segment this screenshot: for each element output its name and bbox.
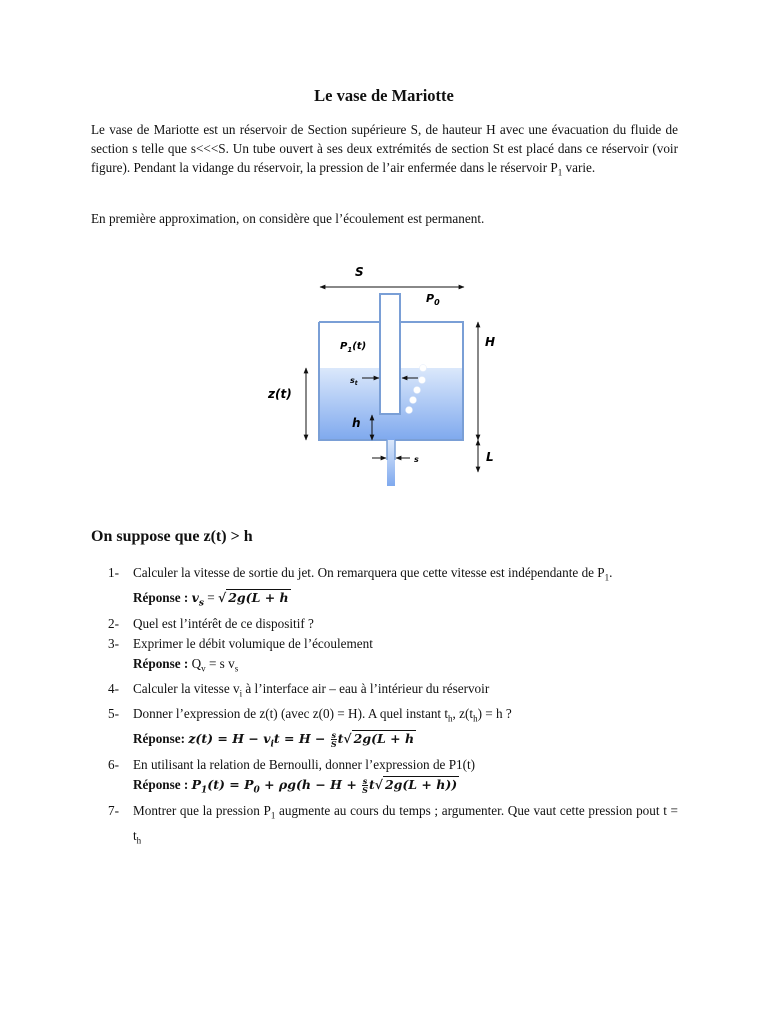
answer: Réponse : $P_1(t) = P_0 + \rho g(h - H$ + $\frac{s}{S}$ t√ 2g(L + h)) <box>133 775 458 796</box>
answer: Réponse: $z(t) = H - v_it = H$ − $\frac{s}{S}$ t√ 2g(L + h <box>133 730 415 750</box>
question-number: 1- <box>108 565 119 580</box>
list-item <box>91 634 678 679</box>
list-item <box>91 755 678 801</box>
question-text: Donner l’expression de z(t) (avec z(0) = H). A quel instant $t_h$, $z(t_h) = h$ ? <box>133 705 512 724</box>
question-number: 4- <box>108 680 119 696</box>
intro-paragraph-2: En première approximation, on considère que l’écoulement est permanent. <box>91 211 485 226</box>
label-H: H <box>485 335 496 349</box>
tube <box>380 294 400 414</box>
question-text: Calculer la vitesse de sortie du jet. On remarquera que cette vitesse est indépendante de $P_1$. <box>133 565 613 583</box>
section-title: On suppose que z(t) > h <box>91 528 253 545</box>
question-text: Exprimer le débit volumique de l’écoulement <box>133 635 373 651</box>
intro-paragraph-1 <box>91 120 678 183</box>
list-item <box>91 614 678 634</box>
outlet-water <box>387 440 395 486</box>
list-item <box>91 679 678 704</box>
page-title: Le vase de Mariotte <box>314 86 454 105</box>
label-L: L <box>486 450 494 464</box>
answer: Réponse : $Q_v = s$ $v_s$ <box>133 655 239 674</box>
label-P0: $P_0$ <box>426 292 440 307</box>
list-item <box>91 704 678 755</box>
label-s: s <box>414 455 419 464</box>
intro-var: P <box>550 160 558 176</box>
question-text: Quel est l’intérêt de ce dispositif ? <box>133 616 314 632</box>
label-st: $s_t$ <box>350 376 358 387</box>
label-z: z(t) <box>268 387 292 401</box>
question-number: 7- <box>108 803 119 818</box>
list-item <box>91 801 678 851</box>
list-item <box>91 563 678 614</box>
label-S: S <box>355 265 364 279</box>
question-text: En utilisant la relation de Bernoulli, donner l’expression de P1(t) <box>133 757 476 773</box>
label-P1: $P_1(t)$ <box>340 341 367 354</box>
intro-end: varie. <box>562 160 596 176</box>
question-text: Montrer que la pression $P_1$ augmente au cours du temps ; argumenter. Que vaut cette pression pout $t = t_h$ <box>133 803 678 846</box>
mariotte-vase-figure <box>260 260 510 490</box>
question-number: 2- <box>108 616 119 632</box>
intro-text: Le vase de Mariotte est un réservoir de Section supérieure S, de hauteur H avec une évacuation du fluide de section s telle que s<<<S. Un tube ouvert à ses deux extrémités de section St est placé dans ce réservoir (voir figure). Pendant la vidange du réservoir, la pression de l’air enfermée dans le réservoir <box>91 122 678 176</box>
answer: Réponse : $v_s$ = √ 2g(L + h <box>133 590 289 609</box>
question-number: 3- <box>108 635 119 651</box>
question-number: 5- <box>108 705 119 721</box>
intro-var-sub: 1 <box>557 168 563 179</box>
question-number: 6- <box>108 757 119 773</box>
label-h: h <box>352 416 361 430</box>
question-list <box>91 563 678 851</box>
question-text: Calculer la vitesse $v_i$ à l’interface air – eau à l’intérieur du réservoir <box>133 680 490 699</box>
